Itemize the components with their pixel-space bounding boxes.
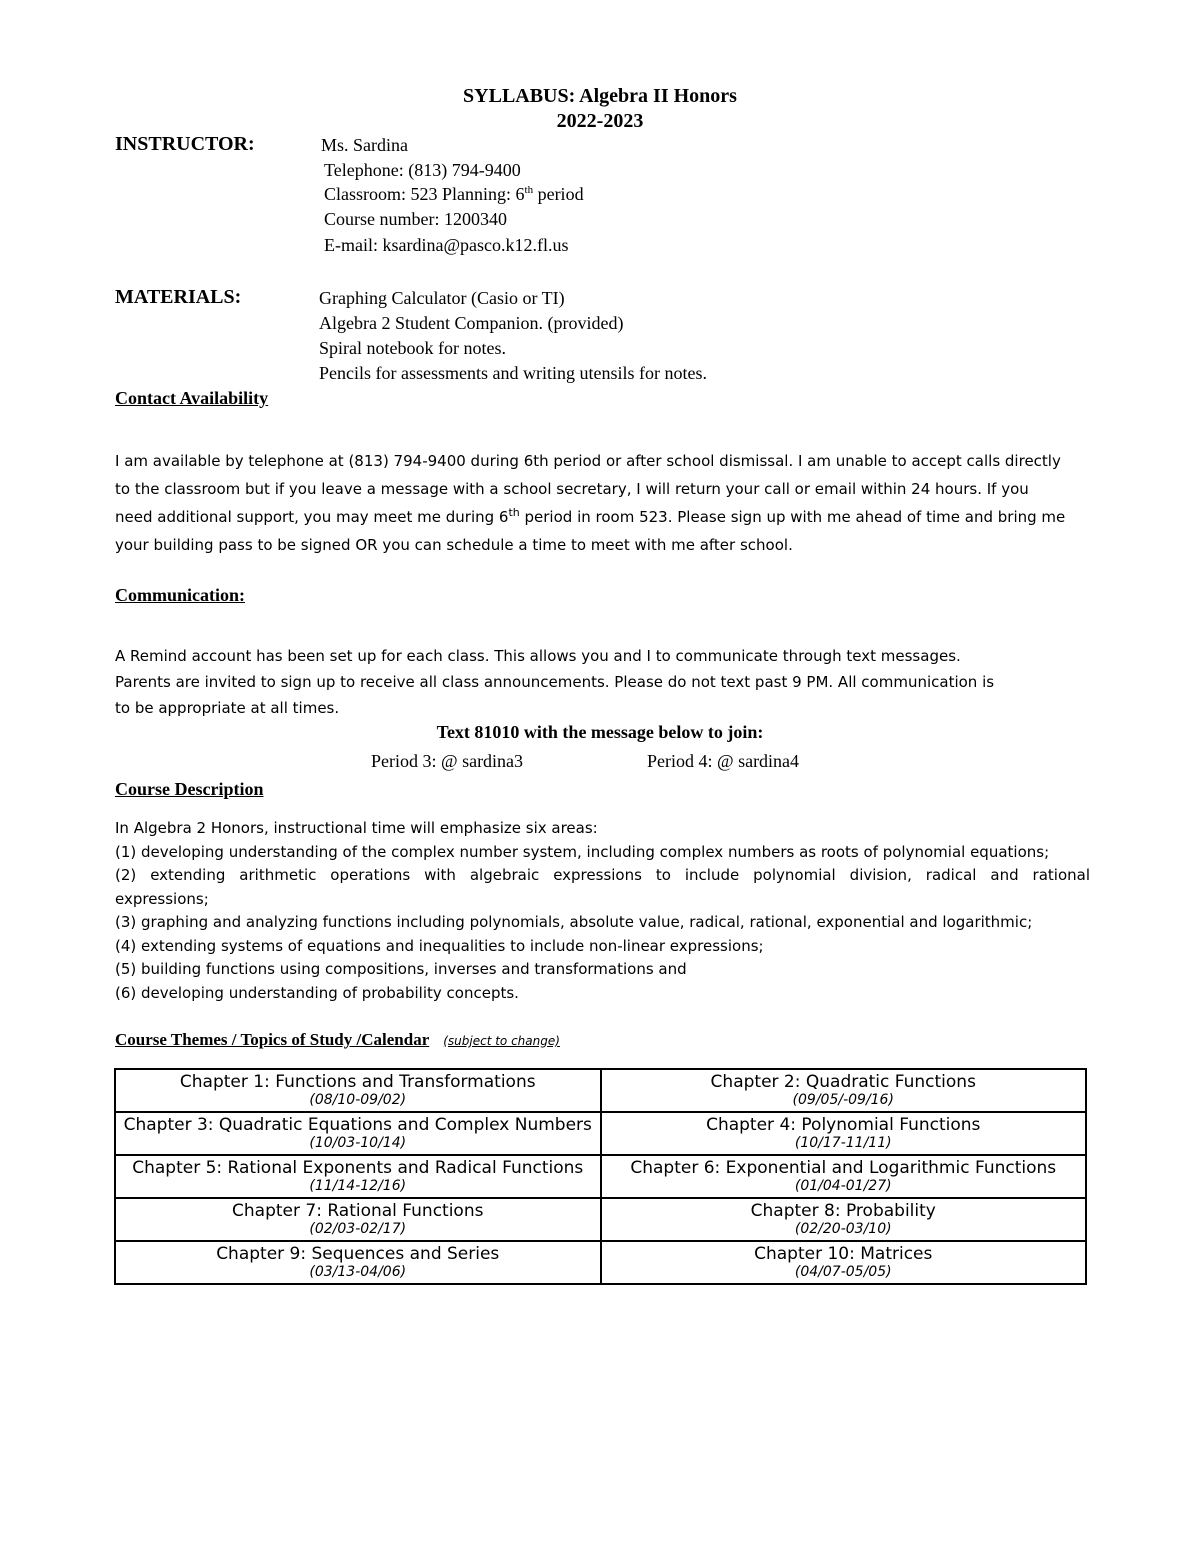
- chapter-cell: Chapter 1: Functions and Transformations (08/10-09/02): [115, 1069, 601, 1112]
- chapter-cell: Chapter 6: Exponential and Logarithmic Functions (01/04-01/27): [601, 1155, 1087, 1198]
- communication-line: Parents are invited to sign up to receive all class announcements. Please do not text past 9 PM. All communication is: [115, 673, 995, 691]
- period-4-code: Period 4: @ sardina4: [647, 751, 800, 771]
- contact-line: your building pass to be signed OR you can schedule a time to meet with me after school.: [115, 536, 793, 554]
- table-row: [115, 1069, 1086, 1112]
- table-row: [115, 1198, 1086, 1241]
- instructor-label: INSTRUCTOR:: [115, 133, 255, 155]
- communication-line: to be appropriate at all times.: [115, 699, 340, 717]
- materials-label: MATERIALS:: [115, 286, 242, 308]
- table-row: [115, 1112, 1086, 1155]
- instructor-name: Ms. Sardina: [321, 135, 408, 155]
- chapter-cell: Chapter 4: Polynomial Functions (10/17-11/11): [601, 1112, 1087, 1155]
- description-item: (6) developing understanding of probability concepts.: [115, 983, 519, 1002]
- instructor-course-number: Course number: 1200340: [324, 209, 507, 229]
- description-item: (1) developing understanding of the complex number system, including complex numbers as roots of polynomial equations;: [115, 842, 1050, 861]
- communication-paragraph: [115, 643, 1090, 721]
- contact-line: I am available by telephone at (813) 794-9400 during 6th period or after school dismissal. I am unable to accept calls directly: [115, 452, 1061, 470]
- description-item: (4) extending systems of equations and inequalities to include non-linear expressions;: [115, 936, 764, 955]
- description-intro: In Algebra 2 Honors, instructional time will emphasize six areas:: [115, 819, 598, 837]
- materials-item: Algebra 2 Student Companion. (provided): [319, 313, 624, 333]
- description-item: (2) extending arithmetic operations with algebraic expressions to include polynomial division, radical and rational: [115, 866, 1090, 884]
- school-year: 2022-2023: [556, 110, 644, 132]
- table-row: [115, 1241, 1086, 1284]
- instructor-email: E-mail: ksardina@pasco.k12.fl.us: [324, 235, 569, 255]
- communication-heading: Communication:: [115, 585, 245, 605]
- period-3-code: Period 3: @ sardina3: [371, 751, 524, 771]
- description-item: (3) graphing and analyzing functions including polynomials, absolute value, radical, rational, exponential and logarithmic;: [115, 913, 1033, 931]
- communication-line: A Remind account has been set up for each class. This allows you and I to communicate through text messages.: [115, 647, 961, 665]
- chapter-cell: Chapter 5: Rational Exponents and Radical Functions (11/14-12/16): [115, 1155, 601, 1198]
- materials-item: Pencils for assessments and writing utensils for notes.: [319, 363, 707, 383]
- table-row: [115, 1155, 1086, 1198]
- themes-heading: Course Themes / Topics of Study /Calendar (subject to change): [115, 1030, 560, 1049]
- contact-line: need additional support, you may meet me during 6th period in room 523. Please sign up with me ahead of time and bring me: [115, 506, 1066, 526]
- description-item: expressions;: [115, 889, 209, 908]
- chapter-cell: Chapter 2: Quadratic Functions (09/05/-09/16): [601, 1069, 1087, 1112]
- chapter-cell: Chapter 7: Rational Functions (02/03-02/17): [115, 1198, 601, 1241]
- contact-paragraph: [115, 447, 1090, 559]
- description-paragraph: [115, 817, 1090, 1005]
- materials-item: Graphing Calculator (Casio or TI): [319, 288, 565, 308]
- chapter-cell: Chapter 9: Sequences and Series (03/13-04/06): [115, 1241, 601, 1284]
- instructor-classroom: Classroom: 523 Planning: 6th period: [324, 184, 584, 204]
- subject-to-change-note: (subject to change): [443, 1034, 560, 1048]
- text-join-instruction: Text 81010 with the message below to join:: [436, 722, 764, 742]
- contact-heading: Contact Availability: [115, 388, 269, 408]
- chapter-cell: Chapter 10: Matrices (04/07-05/05): [601, 1241, 1087, 1284]
- instructor-telephone: Telephone: (813) 794-9400: [324, 160, 521, 180]
- chapter-cell: Chapter 8: Probability (02/20-03/10): [601, 1198, 1087, 1241]
- description-heading: Course Description: [115, 779, 264, 799]
- materials-item: Spiral notebook for notes.: [319, 338, 506, 358]
- contact-line: to the classroom but if you leave a message with a school secretary, I will return your call or email within 24 hours. If you: [115, 480, 1029, 498]
- page-title: SYLLABUS: Algebra II Honors: [463, 85, 737, 107]
- chapter-cell: Chapter 3: Quadratic Equations and Complex Numbers (10/03-10/14): [115, 1112, 601, 1155]
- description-item: (5) building functions using compositions, inverses and transformations and: [115, 960, 687, 978]
- topics-table: [114, 1068, 1087, 1285]
